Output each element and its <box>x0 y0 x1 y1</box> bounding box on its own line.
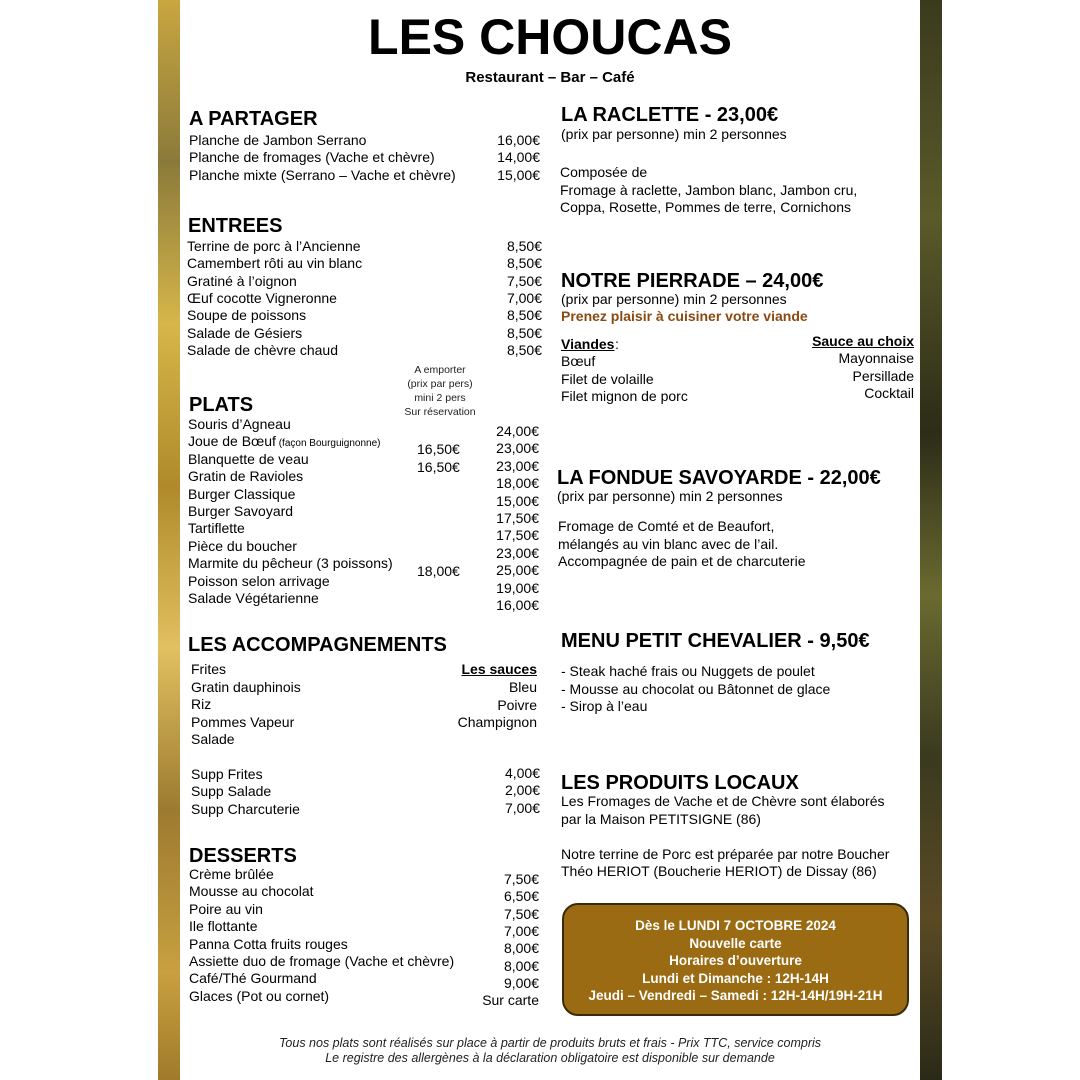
fondue-description: Fromage de Comté et de Beaufort, <box>558 518 775 534</box>
dessert-name: Glaces (Pot ou cornet) <box>189 987 330 1004</box>
restaurant-subtitle: Restaurant – Bar – Café <box>465 69 635 86</box>
autumn-trees-left <box>158 0 180 1080</box>
section-heading-desserts: DESSERTS <box>189 845 297 867</box>
section-heading-pierrade: NOTRE PIERRADE – 24,00€ <box>561 270 824 292</box>
viandes-colon: : <box>615 336 619 352</box>
menu-item-name: Blanquette de veau <box>188 450 309 467</box>
menu-item-name: Soupe de poissons <box>187 307 307 324</box>
supplement-price: 7,00€ <box>504 799 540 816</box>
dessert-name: Café/Thé Gourmand <box>189 970 317 987</box>
local-products-text: par la Maison PETITSIGNE (86) <box>561 810 761 827</box>
menu-item-price: 7,50€ <box>506 272 542 289</box>
viande-option: Bœuf <box>561 353 596 369</box>
menu-item-name: Camembert rôti au vin blanc <box>187 255 363 272</box>
dessert-name: Poire au vin <box>189 900 263 917</box>
menu-item-name: Œuf cocotte Vigneronne <box>187 289 337 306</box>
local-products-text: Notre terrine de Porc est préparée par notre Boucher <box>561 845 890 862</box>
menu-item-name: Burger Classique <box>188 485 296 502</box>
menu-item-name: Planche de fromages (Vache et chèvre) <box>189 149 435 166</box>
takeaway-price: 16,50€ <box>417 458 460 475</box>
menu-item-price: 23,00€ <box>496 457 539 474</box>
menu-item-name: Tartiflette <box>188 520 245 537</box>
sauce-option: Cocktail <box>864 385 914 401</box>
menu-item-price: 8,50€ <box>506 307 542 324</box>
menu-item-name: Burger Savoyard <box>188 503 294 519</box>
menu-item-price: 17,50€ <box>496 510 539 526</box>
viandes-heading: Viandes <box>561 336 615 352</box>
menu-item-price: 16,00€ <box>496 597 539 613</box>
menu-item-price: 18,00€ <box>496 475 539 492</box>
menu-item-name: Salade de chèvre chaud <box>187 341 338 358</box>
side-dish: Frites <box>191 661 226 677</box>
menu-item-note: (façon Bourguignonne) <box>275 438 381 450</box>
takeaway-note: mini 2 pers <box>414 392 466 404</box>
menu-item-price: 8,50€ <box>506 324 542 341</box>
dessert-price: 7,50€ <box>503 905 539 922</box>
dessert-price: Sur carte <box>482 992 539 1009</box>
supplement-name: Supp Frites <box>191 766 263 782</box>
menu-item-name: Planche mixte (Serrano – Vache et chèvre) <box>189 166 456 183</box>
dessert-name: Panna Cotta fruits rouges <box>189 935 348 952</box>
pierrade-tagline: Prenez plaisir à cuisiner votre viande <box>561 308 808 324</box>
local-products-text: Théo HERIOT (Boucherie HERIOT) de Dissay (86) <box>561 863 877 879</box>
restaurant-title: LES CHOUCAS <box>368 9 732 65</box>
menu-item-name: Souris d’Agneau <box>188 416 291 432</box>
menu-item-name: Planche de Jambon Serrano <box>189 132 367 148</box>
section-heading-accompagnements: LES ACCOMPAGNEMENTS <box>188 634 447 656</box>
viande-option: Filet de volaille <box>561 370 654 387</box>
menu-item-price: 14,00€ <box>497 149 540 166</box>
footer-note-2: Le registre des allergènes à la déclaration obligatoire est disponible sur demande <box>325 1051 775 1065</box>
menu-item-price: 8,50€ <box>506 341 542 358</box>
menu-item-name: Poisson selon arrivage <box>188 572 330 589</box>
menu-item-name: Joue de Bœuf (façon Bourguignonne) <box>188 433 381 450</box>
section-heading-fondue: LA FONDUE SAVOYARDE - 22,00€ <box>557 467 881 489</box>
fondue-subtitle: (prix par personne) min 2 personnes <box>557 488 783 504</box>
sauce-option: Poivre <box>497 696 537 713</box>
sauce-au-choix-heading: Sauce au choix <box>812 333 914 349</box>
supplement-name: Supp Charcuterie <box>191 800 300 817</box>
menu-item-price: 23,00€ <box>496 544 539 561</box>
kids-menu-item: - Steak haché frais ou Nuggets de poulet <box>561 663 815 679</box>
opening-info-line: Nouvelle carte <box>689 935 782 951</box>
fondue-description: mélangés au vin blanc avec de l’ail. <box>558 535 779 552</box>
menu-item-price: 16,00€ <box>497 132 540 148</box>
raclette-description: Composée de <box>560 164 648 180</box>
menu-item-price: 15,00€ <box>496 492 539 509</box>
footer-note-1: Tous nos plats sont réalisés sur place à partir de produits bruts et frais - Prix TTC, service compris <box>278 1036 822 1050</box>
menu-item-price: 24,00€ <box>496 423 539 439</box>
dessert-price: 7,00€ <box>503 922 539 939</box>
sauces-heading: Les sauces <box>461 661 537 677</box>
menu-item-name: Salade Végétarienne <box>188 590 319 606</box>
menu-item-price: 25,00€ <box>496 562 539 579</box>
takeaway-note: Sur réservation <box>404 406 476 418</box>
side-dish: Riz <box>191 696 212 712</box>
side-dish: Gratin dauphinois <box>191 678 301 695</box>
section-heading-a-partager: A PARTAGER <box>189 108 318 130</box>
sauce-option: Persillade <box>852 367 914 384</box>
menu-item-price: 8,50€ <box>506 238 542 254</box>
dessert-name: Ile flottante <box>189 918 258 935</box>
fondue-description: Accompagnée de pain et de charcuterie <box>558 553 806 569</box>
sauce-option: Champignon <box>457 714 537 730</box>
dessert-price: 9,00€ <box>503 974 539 991</box>
opening-info-line: Dès le LUNDI 7 OCTOBRE 2024 <box>635 918 836 933</box>
side-dish: Pommes Vapeur <box>191 713 295 730</box>
dessert-price: 8,00€ <box>503 957 539 974</box>
opening-info-line: Lundi et Dimanche : 12H-14H <box>642 970 829 986</box>
supplement-price: 2,00€ <box>504 782 540 799</box>
dessert-price: 6,50€ <box>503 888 539 905</box>
menu-item-price: 15,00€ <box>497 166 540 183</box>
menu-item-name: Marmite du pêcheur (3 poissons) <box>188 555 393 572</box>
dessert-price: 8,00€ <box>503 940 539 957</box>
side-dish: Salade <box>191 731 235 747</box>
menu-item-name: Terrine de porc à l’Ancienne <box>187 238 361 254</box>
kids-menu-item: - Mousse au chocolat ou Bâtonnet de glace <box>561 680 831 697</box>
opening-info-line: Horaires d’ouverture <box>669 953 802 968</box>
takeaway-note: (prix par pers) <box>407 378 473 390</box>
dessert-name: Mousse au chocolat <box>189 883 314 900</box>
takeaway-price: 16,50€ <box>417 441 460 458</box>
menu-item-name: Gratiné à l’oignon <box>187 272 297 289</box>
autumn-trees-right <box>920 0 942 1080</box>
section-heading-produits-locaux: LES PRODUITS LOCAUX <box>561 772 799 794</box>
local-products-text: Les Fromages de Vache et de Chèvre sont élaborés <box>561 793 885 809</box>
section-heading-raclette: LA RACLETTE - 23,00€ <box>561 104 779 126</box>
takeaway-price: 18,00€ <box>417 563 460 580</box>
takeaway-note: A emporter <box>414 364 466 376</box>
menu-item-name: Pièce du boucher <box>188 537 297 554</box>
menu-item-name: Salade de Gésiers <box>187 324 303 341</box>
viande-option: Filet mignon de porc <box>561 388 688 404</box>
menu-item-price: 19,00€ <box>496 579 539 596</box>
kids-menu-item: - Sirop à l’eau <box>561 698 648 714</box>
menu-item-price: 23,00€ <box>496 440 539 457</box>
dessert-name: Crème brûlée <box>189 866 274 882</box>
sauce-option: Mayonnaise <box>838 350 914 366</box>
dessert-name: Assiette duo de fromage (Vache et chèvre) <box>189 953 455 969</box>
menu-item-price: 17,50€ <box>496 527 539 544</box>
raclette-subtitle: (prix par personne) min 2 personnes <box>561 126 787 142</box>
menu-item-name: Gratin de Ravioles <box>188 468 304 485</box>
opening-info-line: Jeudi – Vendredi – Samedi : 12H-14H/19H-21H <box>588 988 883 1003</box>
opening-hours-box <box>562 903 909 1016</box>
pierrade-subtitle: (prix par personne) min 2 personnes <box>561 291 787 307</box>
section-heading-plats: PLATS <box>189 394 254 416</box>
supplement-price: 4,00€ <box>504 765 540 781</box>
raclette-description: Coppa, Rosette, Pommes de terre, Cornichons <box>560 199 852 215</box>
raclette-description: Fromage à raclette, Jambon blanc, Jambon cru, <box>560 181 858 198</box>
supplement-name: Supp Salade <box>191 783 272 800</box>
menu-item-price: 8,50€ <box>506 255 542 272</box>
section-heading-entrees: ENTREES <box>188 215 283 237</box>
dessert-price: 7,50€ <box>503 871 539 887</box>
sauce-option: Bleu <box>508 679 537 695</box>
section-heading-petit-chevalier: MENU PETIT CHEVALIER - 9,50€ <box>561 630 870 652</box>
menu-item-price: 7,00€ <box>506 289 542 306</box>
